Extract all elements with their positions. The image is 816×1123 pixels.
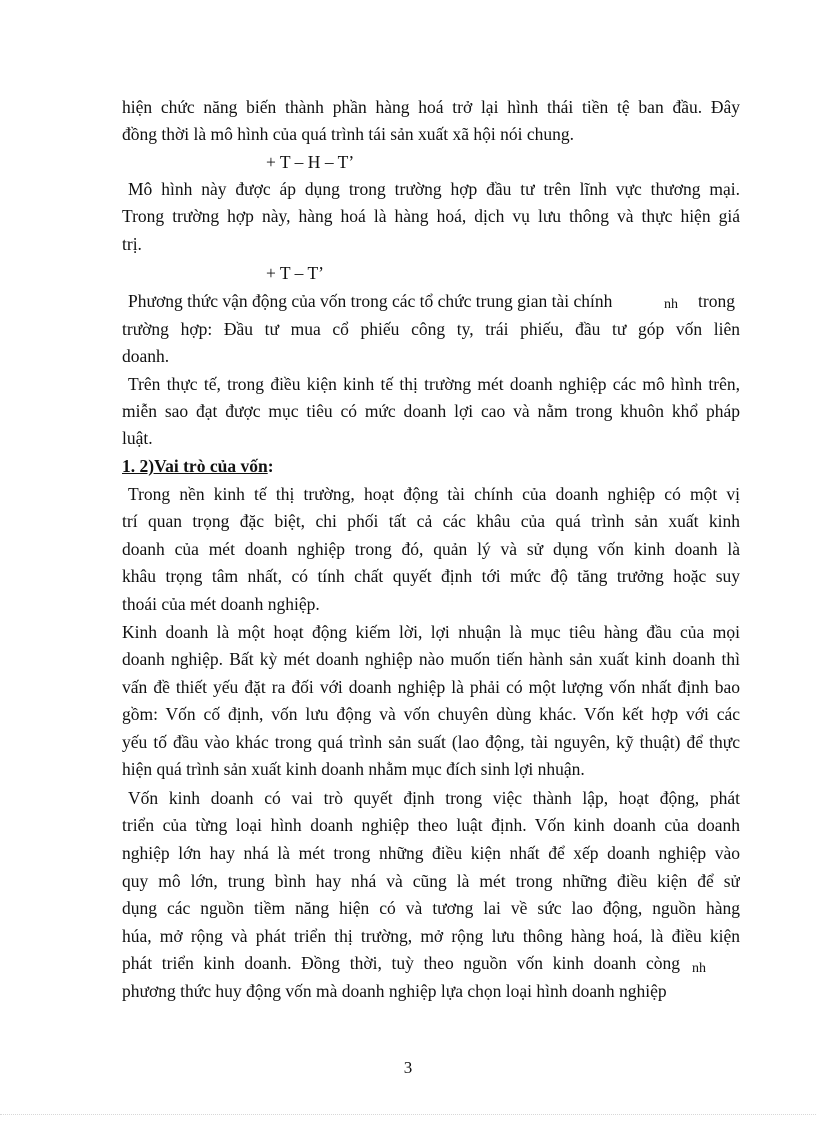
text-line: doanh.: [122, 346, 170, 366]
text-line: nghiệp lớn hay nhá là mét trong những điều kiện nhất để xếp doanh nghiệp vào: [122, 843, 740, 863]
section-heading-text: 1. 2)Vai trò của vốn: [122, 456, 268, 476]
page-number: 3: [403, 1058, 413, 1077]
formula: + T – H – T’: [266, 152, 355, 172]
text-line: yếu tố đầu vào khác trong quá trình sản suất (lao động, tài nguyên, kỹ thuật) để thực: [122, 732, 740, 752]
text-line: triển của từng loại hình doanh nghiệp theo luật định. Vốn kinh doanh của doanh: [122, 815, 740, 835]
text-line: Trong nền kinh tế thị trường, hoạt động tài chính của doanh nghiệp có một vị: [128, 484, 740, 504]
text-line: Mô hình này được áp dụng trong trường hợp đầu tư trên lĩnh vực thương mại.: [128, 179, 740, 199]
text-line: trường hợp: Đầu tư mua cổ phiếu công ty, trái phiếu, đầu tư góp vốn liên: [122, 319, 740, 339]
text-line: húa, mở rộng và phát triển thị trường, mở rộng lưu thông hàng hoá, là điều kiện: [122, 926, 740, 946]
text-line: Trên thực tế, trong điều kiện kinh tế thị trường mét doanh nghiệp các mô hình trên,: [128, 374, 740, 394]
text-line: hiện quá trình sản xuất kinh doanh nhằm mục đích sinh lợi nhuận.: [122, 759, 585, 779]
text-line: doanh nghiệp. Bất kỳ mét doanh nghiệp nào muốn tiến hành sản xuất kinh doanh thì: [122, 649, 740, 669]
text-line: Kinh doanh là một hoạt động kiếm lời, lợi nhuận là mục tiêu hàng đầu của mọi: [122, 622, 740, 642]
text-line: phương thức huy động vốn mà doanh nghiệp lựa chọn loại hình doanh nghiệp: [122, 981, 667, 1001]
text-line: Phương thức vận động của vốn trong các tổ chức trung gian tài chính: [128, 291, 613, 311]
text-line: trong: [698, 291, 735, 311]
text-line: luật.: [122, 428, 153, 448]
text-line: khâu trọng tâm nhất, có tính chất quyết định tới mức độ tăng trưởng hoặc suy: [122, 566, 740, 586]
subscript-note: nh: [692, 961, 706, 976]
text-line: doanh của mét doanh nghiệp trong đó, quản lý và sử dụng vốn kinh doanh là: [122, 539, 740, 559]
text-line: hiện chức năng biến thành phần hàng hoá trở lại hình thái tiền tệ ban đầu. Đây: [122, 97, 740, 117]
text-line: trị.: [122, 234, 142, 254]
section-heading: [122, 455, 740, 477]
text-line: Vốn kinh doanh có vai trò quyết định trong việc thành lập, hoạt động, phát: [128, 788, 740, 808]
subscript-note: nh: [664, 297, 678, 312]
text-line: dụng các nguồn tiềm năng hiện có và tương lai về sức lao động, nguồn hàng: [122, 898, 740, 918]
text-line: thoái của mét doanh nghiệp.: [122, 594, 320, 614]
text-line: Trong trường hợp này, hàng hoá là hàng hoá, dịch vụ lưu thông và thực hiện giá: [122, 206, 740, 226]
text-line: quy mô lớn, trung bình hay nhá và cũng là mét trong những điều kiện để sử: [122, 871, 740, 891]
text-line: đồng thời là mô hình của quá trình tái sản xuất xã hội nói chung.: [122, 124, 575, 144]
section-heading-colon: :: [267, 456, 274, 476]
text-line: miễn sao đạt được mục tiêu có mức doanh lợi cao và nằm trong khuôn khổ pháp: [122, 401, 740, 421]
page-bottom-border: [0, 1114, 816, 1115]
text-line: gồm: Vốn cố định, vốn lưu động và vốn chuyên dùng khác. Vốn kết hợp với các: [122, 704, 740, 724]
text-line: vấn đề thiết yếu đặt ra đối với doanh nghiệp là phải có một lượng vốn nhất định bao: [122, 677, 740, 697]
text-line: phát triển kinh doanh. Đồng thời, tuỳ theo nguồn vốn kinh doanh còng: [122, 953, 680, 973]
formula: + T – T’: [266, 263, 325, 283]
text-line: trí quan trọng đặc biệt, chi phối tất cả các khâu của quá trình sản xuất kinh: [122, 511, 740, 531]
